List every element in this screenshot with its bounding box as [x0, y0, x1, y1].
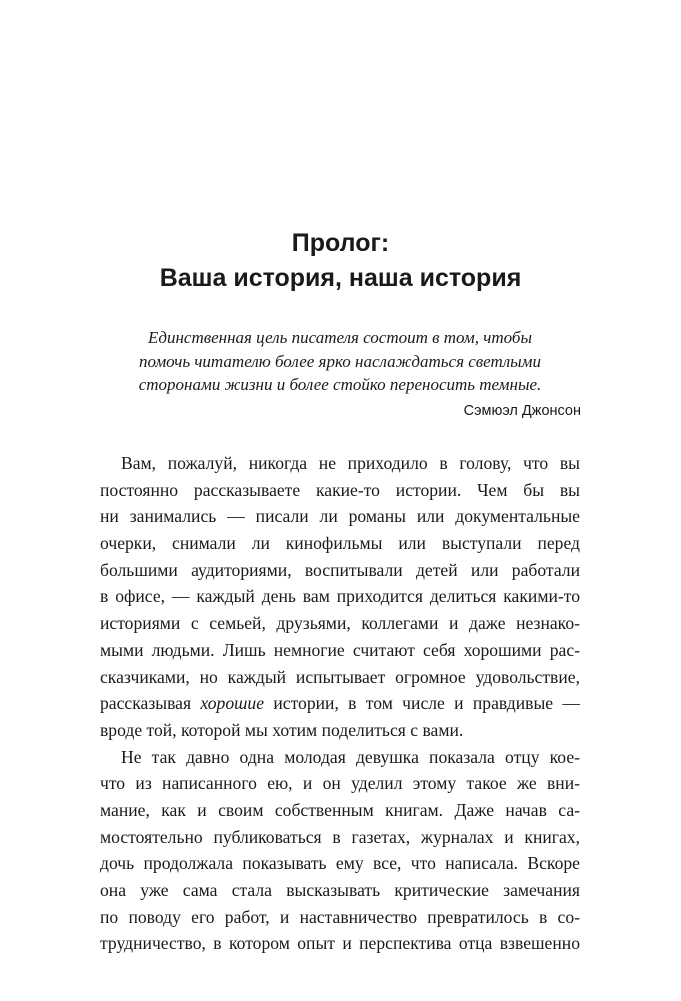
paragraph-line: Не так давно одна молодая девушка показала отцу кое-: [121, 746, 580, 767]
epigraph-quote: [100, 326, 580, 397]
chapter-title: [0, 226, 681, 296]
paragraph-line: по поводу его работ, и наставничество превратилось в со-: [100, 906, 580, 927]
paragraph-line: вроде той, которой мы хотим поделиться с вами.: [100, 719, 464, 740]
paragraph-line: что из написанного ею, и он уделил этому такое же вни-: [100, 773, 580, 794]
line-text: истории, в том числе и правдивые —: [264, 693, 580, 714]
paragraph-line: историями с семьей, друзьями, коллегами и даже незнако-: [100, 613, 580, 634]
line-text: рассказывая: [100, 693, 201, 714]
paragraph-line: Вам, пожалуй, никогда не приходило в голову, что вы: [121, 453, 580, 473]
emphasized-word: хорошие: [200, 693, 265, 714]
body-text: [100, 450, 580, 957]
paragraph-line: очерки, снимали ли кинофильмы или выступали перед: [100, 533, 580, 554]
paragraph-line: сказчиками, но каждый испытывает огромное удовольствие,: [100, 666, 580, 687]
chapter-title-line-1: Пролог:: [291, 229, 390, 257]
paragraph-line: большими аудиториями, воспитывали детей или работали: [100, 559, 580, 580]
chapter-title-line-2: Ваша история, наша история: [159, 264, 522, 292]
paragraph-line: мание, как и своим собственным книгам. Даже начав са-: [100, 799, 580, 820]
paragraph-line: трудничество, в котором опыт и перспектива отца взвешенно: [100, 933, 580, 954]
epigraph-line: сторонами жизни и более стойко переносить темные.: [138, 375, 542, 394]
paragraph-line: мостоятельно публиковаться в газетах, журналах и книгах,: [100, 826, 580, 847]
paragraph-line: постоянно рассказываете какие-то истории. Чем бы вы: [100, 479, 580, 500]
paragraph-line: дочь продолжала показывать ему все, что написала. Вскоре: [100, 853, 580, 874]
epigraph-line: Единственная цель писателя состоит в том, чтобы: [147, 328, 532, 347]
paragraph-line: [100, 690, 580, 717]
paragraph-line: ни занимались — писали ли романы или документальные: [100, 506, 580, 527]
epigraph-line: помочь читателю более ярко наслаждаться светлыми: [138, 351, 542, 371]
epigraph-author: Сэмюэл Джонсон: [463, 403, 581, 419]
paragraph-line: в офисе, — каждый день вам приходится делиться какими-то: [100, 586, 580, 607]
paragraph-line: мыми людьми. Лишь немногие считают себя хорошими рас-: [100, 639, 580, 660]
paragraph-line: она уже сама стала высказывать критические замечания: [100, 880, 580, 900]
